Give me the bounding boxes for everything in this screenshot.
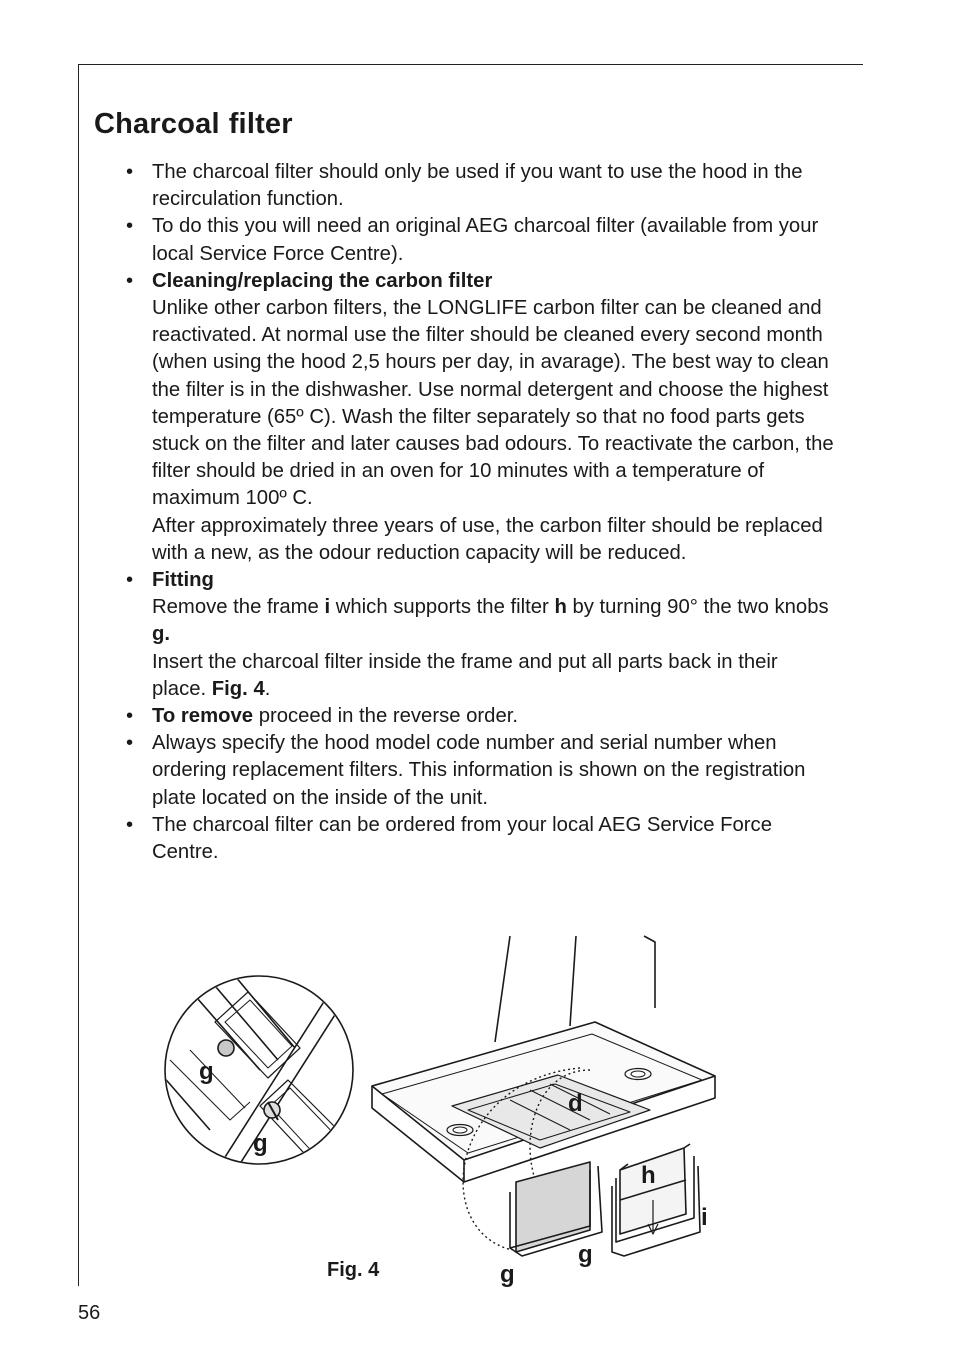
page-title (94, 108, 293, 141)
bullet-text: The charcoal filter should only be used if you want to use the hood in the recirculation function. (152, 161, 803, 211)
label-i-frame: i (701, 1204, 708, 1231)
ref-filter-h: h (554, 596, 567, 619)
bullet-marker: • (126, 813, 134, 836)
label-g-knob-bottom-left: g (500, 1261, 515, 1288)
list-item (122, 159, 834, 213)
instruction-list (122, 159, 834, 866)
list-item (122, 703, 834, 730)
fig-4-illustration (150, 930, 740, 1290)
figure-caption: Fig. 4 (327, 1259, 380, 1281)
fitting-text: . (264, 677, 271, 700)
fitting-paragraph-1 (152, 594, 834, 648)
list-item (122, 567, 834, 703)
label-g-knob-top: g (199, 1058, 214, 1085)
fitting-text: Remove the frame (152, 596, 325, 619)
bullet-text: proceed in the reverse order. (253, 705, 518, 728)
bullet-marker: • (126, 269, 134, 292)
fitting-text: by turning 90° the two knobs (566, 596, 829, 619)
fitting-text: Insert the charcoal filter inside the frame and put all parts back in their place. (152, 650, 778, 700)
bullet-marker: • (126, 215, 134, 238)
page-title-word-1: Charcoal (94, 108, 220, 140)
bullet-marker: • (126, 161, 134, 183)
cleaning-paragraph: Unlike other carbon filters, the LONGLIFE carbon filter can be cleaned and reactivated. At normal use the filter should be cleaned every second month (when using the hood 2,5 hours per day, in avarage). The best way to clean the filter is in the dishwasher. Use normal detergent and choose the highest temperature (65º C). Wash the filter separately so that no food parts gets stuck on the filter and later causes bad odours. To reactivate the carbon, the filter should be dried in an oven for 10 minutes with a temperature of maximum 100º C. (152, 297, 834, 510)
figure-reference: Fig. 4 (211, 677, 265, 700)
list-item (122, 730, 834, 812)
remove-label: To remove (152, 705, 254, 728)
cleaning-heading: Cleaning/replacing the carbon filter (152, 269, 493, 292)
page-number: 56 (78, 1302, 101, 1324)
fitting-text: which supports the filter (330, 596, 555, 619)
list-item (122, 268, 834, 567)
label-d: d (568, 1090, 583, 1117)
page-title-word-2: filter (228, 108, 293, 140)
ref-knobs-g: g. (152, 623, 171, 646)
bullet-marker: • (126, 732, 134, 755)
bullet-marker: • (126, 569, 134, 592)
bullet-text: Always specify the hood model code number and serial number when ordering replacement filters. This information is shown on the registration plate located on the inside of the unit. (152, 732, 806, 809)
page-frame-top-rule (78, 64, 863, 65)
replacing-paragraph: After approximately three years of use, the carbon filter should be replaced with a new, as the odour reduction capacity will be reduced. (152, 514, 823, 564)
bullet-marker: • (126, 705, 134, 728)
ref-frame-i: i (324, 596, 331, 619)
hood-filter-drawing (150, 930, 740, 1290)
bullet-text: To do this you will need an original AEG charcoal filter (available from your local Service Force Centre). (152, 215, 819, 265)
list-item (122, 812, 834, 866)
label-h-filter: h (641, 1162, 656, 1189)
page-frame-left-rule (78, 64, 79, 1286)
bullet-text: The charcoal filter can be ordered from your local AEG Service Force Centre. (152, 813, 772, 864)
fitting-heading: Fitting (152, 569, 214, 592)
label-g-knob-bottom: g (253, 1130, 268, 1157)
fitting-paragraph-2 (152, 649, 834, 703)
list-item (122, 213, 834, 267)
label-g-knob-right: g (578, 1241, 593, 1268)
